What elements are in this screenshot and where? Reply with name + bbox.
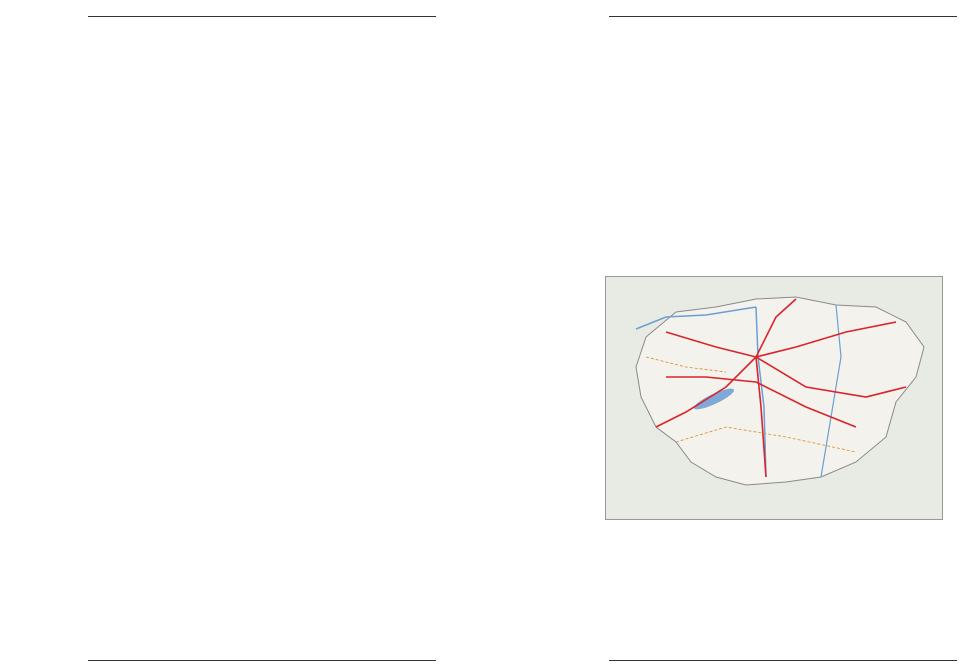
footer-rule	[88, 660, 436, 661]
left-page	[0, 0, 479, 667]
header-rule-right	[609, 16, 957, 17]
footer-rule-right	[609, 660, 957, 661]
hungary-map	[606, 277, 943, 520]
header-rule	[88, 16, 436, 17]
road-network-map	[605, 276, 943, 520]
